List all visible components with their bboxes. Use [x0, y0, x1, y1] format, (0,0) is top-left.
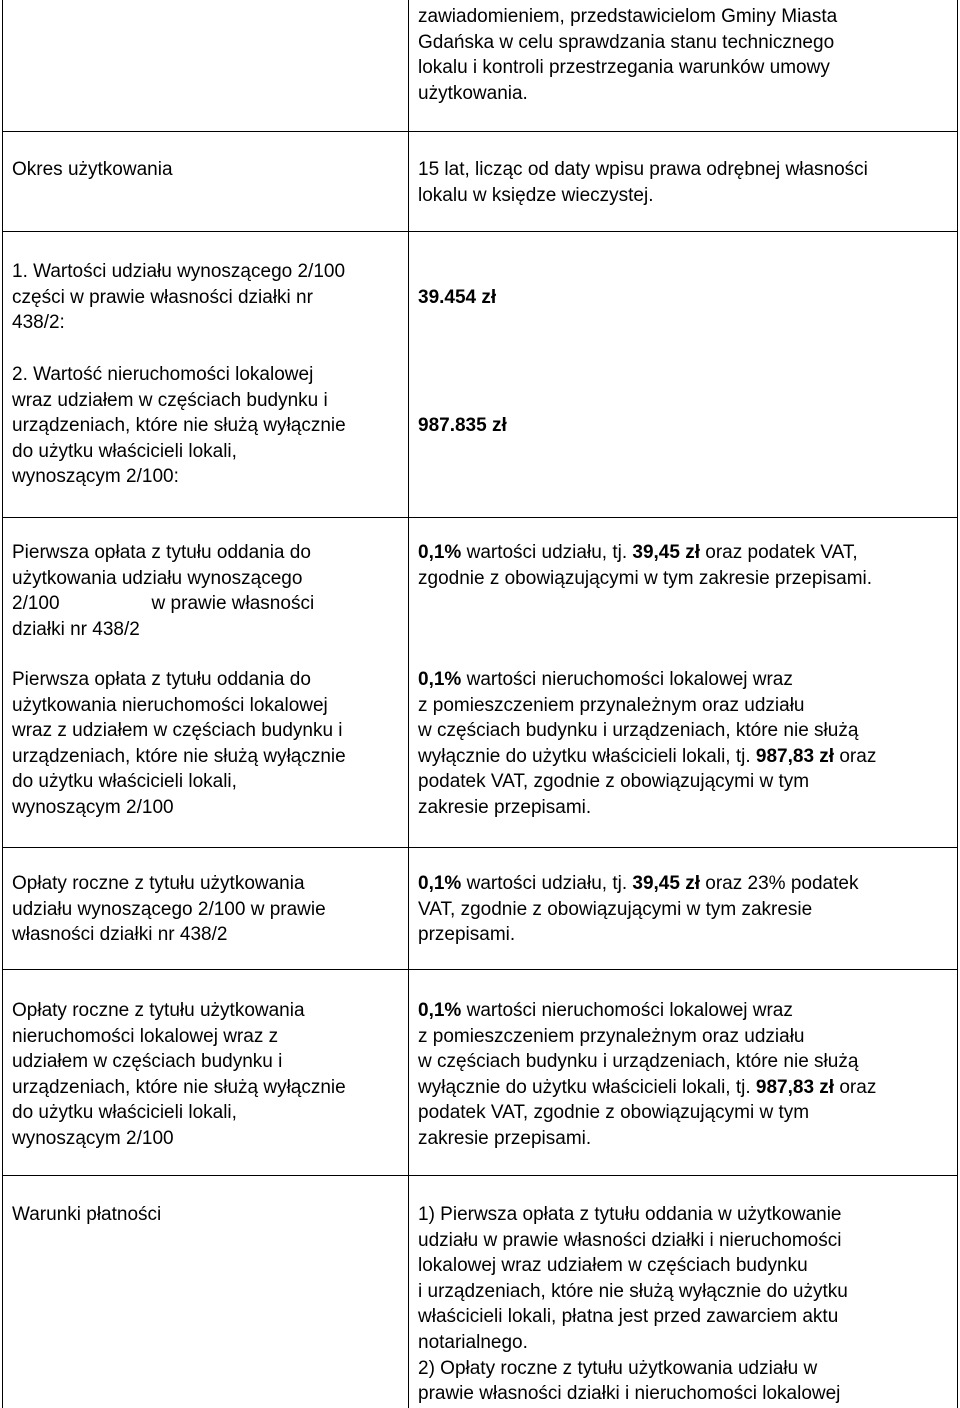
amount-text: 987,83 zł [755, 1076, 835, 1098]
text-line: użytkowania udziału wynoszącego [12, 567, 303, 589]
text-line: własności działki nr 438/2 [12, 924, 228, 946]
text-line: w częściach budynku i urządzeniach, które nie służą [418, 720, 859, 742]
text-fragment: oraz podatek VAT, [700, 542, 858, 563]
share-value-amount [418, 285, 948, 311]
text-line: notarialnego. [418, 1331, 528, 1353]
text-line: lokalu i kontroli przestrzegania warunków umowy [418, 57, 830, 79]
annual-fee-share-label [12, 871, 406, 948]
text-line: lokalowej wraz udziałem w częściach budynku [418, 1255, 808, 1277]
text-fragment: w prawie własności [151, 593, 315, 615]
text-line: lokalu w księdze wieczystej. [418, 184, 654, 206]
text-line: wynoszącym 2/100 [12, 1127, 174, 1149]
amount-text: 39,45 zł [632, 873, 700, 894]
percent-text: 0,1% [418, 542, 462, 563]
text-line: 1) Pierwsza opłata z tytułu oddania w użytkowanie [418, 1204, 842, 1225]
text-line: Pierwsza opłata z tytułu oddania do [12, 669, 311, 690]
amount-text: 987.835 zł [418, 415, 507, 436]
annual-fee-property-value [418, 998, 954, 1152]
row-divider [2, 517, 958, 518]
text-fragment: 2/100 [12, 593, 60, 615]
payment-terms-label [12, 1202, 406, 1228]
text-line: urządzeniach, które nie służą wyłącznie [12, 415, 346, 437]
text-line: wraz udziałem w częściach budynku i [12, 389, 328, 411]
first-fee-share-value [418, 540, 954, 591]
text-line: w częściach budynku i urządzeniach, które nie służą [418, 1051, 859, 1073]
amount-text: 39.454 zł [418, 287, 497, 308]
text-line [418, 540, 954, 566]
first-fee-property-label [12, 667, 406, 821]
text-line [418, 1075, 954, 1101]
row-divider [2, 847, 958, 848]
text-line: z pomieszczeniem przynależnym oraz udziału [418, 694, 805, 716]
text-fragment: wyłącznie do użytku właścicieli lokali, tj. [418, 1076, 756, 1098]
first-fee-property-value [418, 667, 954, 821]
payment-terms-value [418, 1202, 954, 1407]
usage-period-value [418, 157, 948, 208]
percent-text: 0,1% [418, 669, 462, 690]
row-divider [2, 131, 958, 132]
text-line: urządzeniach, które nie służą wyłącznie [12, 745, 346, 767]
text-line: udziału w prawie własności działki i nieruchomości [418, 1229, 842, 1251]
text-line [12, 591, 406, 617]
text-line: wynoszącym 2/100 [12, 796, 174, 818]
text-line: do użytku właścicieli lokali, [12, 771, 237, 793]
text-line: wraz z udziałem w częściach budynku i [12, 720, 343, 742]
text-line: Opłaty roczne z tytułu użytkowania [12, 873, 305, 894]
text-line: i urządzeniach, które nie służą wyłącznie do użytku [418, 1280, 848, 1302]
table-border-left [2, 0, 3, 1408]
text-line: 2. Wartość nieruchomości lokalowej [12, 364, 314, 385]
text-line: przepisami. [418, 924, 516, 946]
annual-fee-share-value [418, 871, 954, 948]
text-line: do użytku właścicieli lokali, [12, 1102, 237, 1124]
text-fragment: oraz 23% podatek [700, 873, 859, 894]
percent-text: 0,1% [418, 1000, 462, 1021]
text-line: Warunki płatności [12, 1204, 162, 1225]
annual-fee-property-label [12, 998, 406, 1152]
text-line: VAT, zgodnie z obowiązującymi w tym zakresie [418, 898, 813, 920]
text-line: działki nr 438/2 [12, 618, 140, 640]
text-fragment: wyłącznie do użytku właścicieli lokali, tj. [418, 745, 756, 767]
text-line: właścicieli lokali, płatna jest przed zawarciem aktu [418, 1306, 839, 1328]
text-line: 2) Opłaty roczne z tytułu użytkowania udziału w [418, 1357, 818, 1379]
text-line: zakresie przepisami. [418, 1127, 592, 1149]
text-line [418, 744, 954, 770]
text-fragment: oraz [834, 1076, 877, 1098]
text-line: użytkowania nieruchomości lokalowej [12, 694, 328, 716]
text-line [418, 871, 954, 897]
amount-text: 39,45 zł [632, 542, 700, 563]
text-line: 438/2: [12, 312, 65, 334]
text-line: zakresie przepisami. [418, 796, 592, 818]
text-line: prawie własności działki i nieruchomości lokalowej [418, 1383, 841, 1405]
text-line: udziału wynoszącego 2/100 w prawie [12, 898, 326, 920]
text-fragment: oraz [834, 745, 877, 767]
text-line [418, 998, 954, 1024]
table-border-right [957, 0, 958, 1408]
usage-period-label [12, 157, 402, 183]
text-line: podatek VAT, zgodnie z obowiązującymi w tym [418, 771, 810, 793]
text-line: 1. Wartości udziału wynoszącego 2/100 [12, 261, 346, 282]
row-divider [2, 969, 958, 970]
text-fragment: wartości nieruchomości lokalowej wraz [461, 1000, 793, 1021]
text-line: z pomieszczeniem przynależnym oraz udziału [418, 1025, 805, 1047]
share-value-label [12, 259, 406, 336]
first-fee-share-label [12, 540, 406, 642]
text-line: udziałem w częściach budynku i [12, 1051, 283, 1073]
text-line: do użytku właścicieli lokali, [12, 440, 237, 462]
percent-text: 0,1% [418, 873, 462, 894]
text-line: użytkowania. [418, 82, 528, 104]
text-line [418, 667, 954, 693]
text-line: podatek VAT, zgodnie z obowiązującymi w tym [418, 1102, 810, 1124]
property-value-amount [418, 413, 948, 439]
row-divider [2, 231, 958, 232]
amount-text: 987,83 zł [755, 745, 835, 767]
text-line: 15 lat, licząc od daty wpisu prawa odrębnej własności [418, 159, 868, 180]
text-line: urządzeniach, które nie służą wyłącznie [12, 1076, 346, 1098]
text-fragment: wartości udziału, tj. [461, 542, 633, 563]
text-line: Opłaty roczne z tytułu użytkowania [12, 1000, 305, 1021]
property-value-label [12, 362, 406, 490]
text-fragment: wartości udziału, tj. [461, 873, 633, 894]
text-line: zawiadomieniem, przedstawicielom Gminy Miasta [418, 6, 838, 27]
text-fragment: wartości nieruchomości lokalowej wraz [461, 669, 793, 690]
text-line: wynoszącym 2/100: [12, 466, 179, 488]
text-line: zgodnie z obowiązującymi w tym zakresie przepisami. [418, 567, 873, 589]
text-line: części w prawie własności działki nr [12, 286, 313, 308]
text-line: Pierwsza opłata z tytułu oddania do [12, 542, 311, 563]
table-column-divider [408, 0, 409, 1408]
row-divider [2, 1175, 958, 1176]
text-line: Okres użytkowania [12, 159, 173, 180]
text-line: Gdańska w celu sprawdzania stanu technicznego [418, 31, 835, 53]
row0-right-cell [418, 4, 948, 106]
text-line: nieruchomości lokalowej wraz z [12, 1025, 279, 1047]
